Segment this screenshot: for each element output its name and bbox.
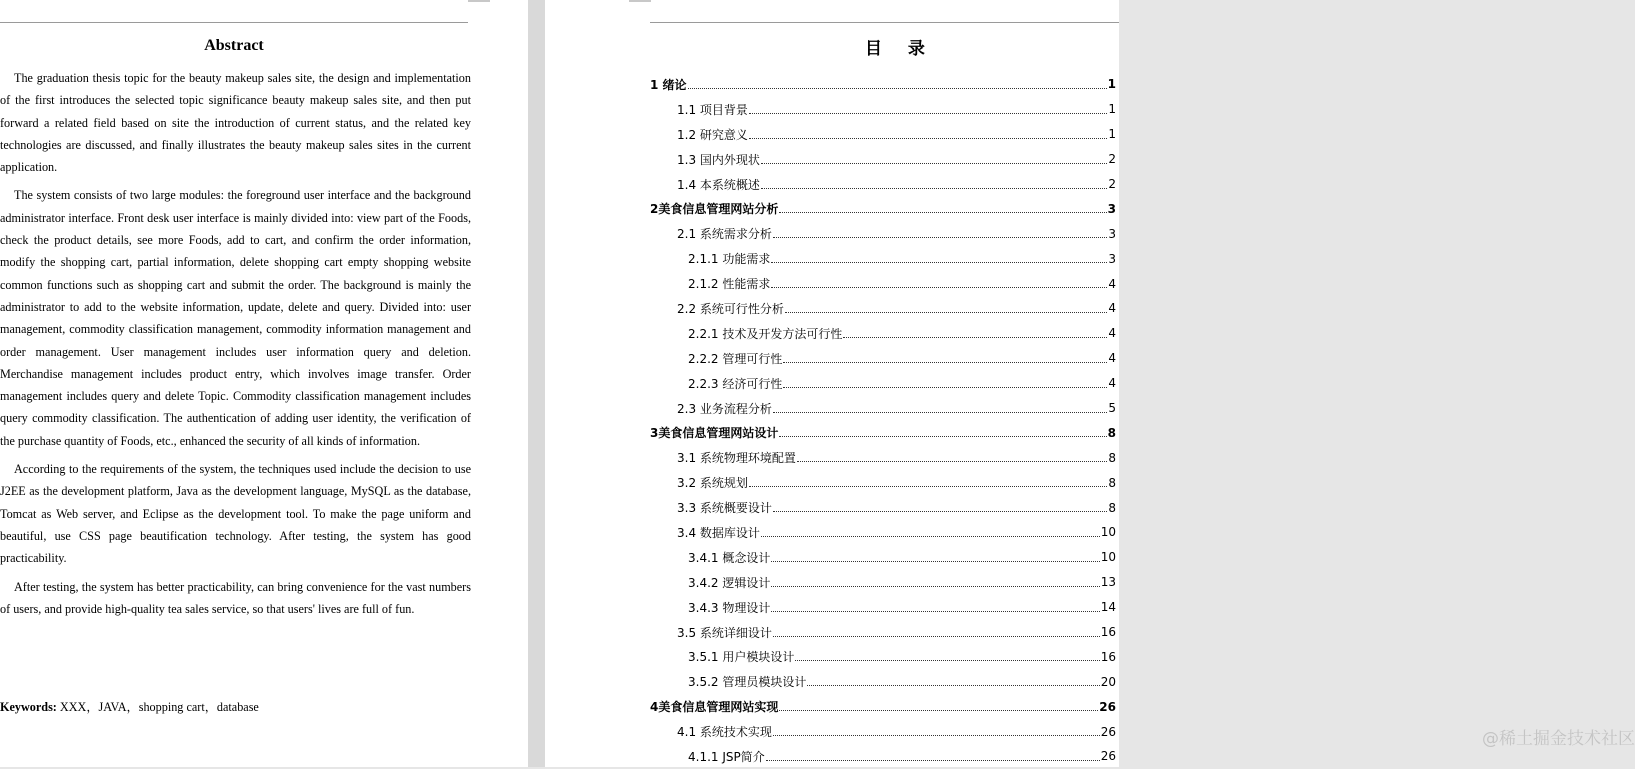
toc-entry-label: 2.2.2 管理可行性: [688, 351, 783, 366]
abstract-title: Abstract: [204, 37, 264, 54]
toc-entry[interactable]: [650, 396, 1116, 421]
toc-entry[interactable]: [650, 346, 1116, 371]
toc-entry-page: 16: [1100, 649, 1116, 664]
toc-entry[interactable]: [650, 147, 1116, 172]
toc-leader-dots: [807, 685, 1099, 686]
toc-entry-page: 4: [1108, 276, 1116, 291]
toc-entry-page: 10: [1100, 525, 1116, 540]
toc-leader-dots: [749, 138, 1107, 139]
toc-leader-dots: [771, 611, 1099, 612]
toc-entry-label: 4.1.1 JSP简介: [688, 749, 765, 764]
toc-leader-dots: [761, 163, 1107, 164]
toc-entry-label: 3.4.3 物理设计: [688, 600, 771, 615]
toc-entry-label: 3.4.1 概念设计: [688, 550, 771, 565]
toc-entry-label: 3.5 系统详细设计: [677, 625, 772, 640]
keywords-text: XXX，JAVA，shopping cart，database: [56, 700, 259, 714]
toc-entry[interactable]: [650, 196, 1116, 221]
toc-entry-page: 26: [1100, 749, 1116, 764]
toc-entry-page: 8: [1108, 500, 1116, 515]
page-gap: [528, 0, 545, 767]
toc-entry[interactable]: [650, 620, 1116, 645]
toc-leader-dots: [771, 262, 1107, 263]
toc-entry[interactable]: [650, 669, 1116, 694]
abstract-paragraph: The graduation thesis topic for the beauty makeup sales site, the design and implementation of the first introduces the selected topic significance beauty makeup sales site, and then put forward a related field based on site the introduction of current status, and the related key technologies are discussed, and finally illustrates the beauty makeup sales sites in the current application.: [0, 71, 471, 175]
toc-list: [650, 72, 1116, 769]
toc-leader-dots: [771, 287, 1107, 288]
abstract-paragraph: The system consists of two large modules: the foreground user interface and the background administrator interface. Front desk user interface is mainly divided into: view part of the Foods, check the product details, see more Foods, add to cart, and confirm the order information, modify the shopping cart, partial information, delete shopping cart empty shopping website common functions such as shopping cart and submit the order. The background is mainly the administrator to add to the website information, update, delete and query. Divided into: user management, commodity classification management, commodity information management and order management. User management includes user information query and deletion. Merchandise management includes product entry, which involves image transfer. Order management includes query and delete Topic. Commodity classification management includes query commodity classification. The authentication of adding user identity, the verification of the purchase quantity of Foods, etc., enhanced the security of all kinds of information.: [0, 188, 471, 448]
toc-entry[interactable]: [650, 420, 1116, 445]
toc-entry-label: 1.3 国内外现状: [677, 152, 760, 167]
toc-leader-dots: [779, 436, 1106, 437]
abstract-paragraph: After testing, the system has better practicability, can bring convenience for the vast numbers of users, and provide high-quality tea sales service, so that users' lives are full of fun.: [0, 579, 471, 616]
toc-entry[interactable]: [650, 570, 1116, 595]
toc-entry-label: 4美食信息管理网站实现: [650, 700, 779, 715]
keywords-line: [0, 697, 471, 717]
toc-leader-dots: [688, 88, 1107, 89]
toc-leader-dots: [771, 561, 1099, 562]
toc-entry-page: 1: [1107, 77, 1116, 92]
watermark: @稀土掘金技术社区: [1482, 729, 1635, 749]
toc-leader-dots: [771, 586, 1099, 587]
toc-entry-page: 13: [1100, 575, 1116, 590]
toc-leader-dots: [766, 760, 1100, 761]
toc-entry-label: 4.1 系统技术实现: [677, 725, 772, 740]
toc-leader-dots: [779, 710, 1098, 711]
toc-entry[interactable]: [650, 520, 1116, 545]
toc-entry[interactable]: [650, 470, 1116, 495]
toc-entry-label: 1.1 项目背景: [677, 102, 748, 117]
toc-entry-page: 26: [1100, 724, 1116, 739]
toc-entry-label: 2.1.1 功能需求: [688, 252, 771, 267]
page-corner-mark: [629, 0, 651, 2]
toc-entry[interactable]: [650, 445, 1116, 470]
toc-entry-page: 8: [1108, 450, 1116, 465]
toc-entry[interactable]: [650, 595, 1116, 620]
toc-leader-dots: [773, 237, 1107, 238]
toc-entry-label: 3.5.2 管理员模块设计: [688, 675, 807, 690]
toc-entry-page: 4: [1108, 301, 1116, 316]
toc-entry-label: 3.2 系统规划: [677, 476, 748, 491]
toc-leader-dots: [783, 387, 1107, 388]
toc-entry[interactable]: [650, 495, 1116, 520]
toc-leader-dots: [795, 660, 1099, 661]
keywords-label: Keywords:: [0, 700, 57, 714]
toc-entry-label: 2.3 业务流程分析: [677, 401, 772, 416]
toc-leader-dots: [773, 511, 1107, 512]
toc-leader-dots: [797, 461, 1107, 462]
toc-entry-page: 3: [1108, 226, 1116, 241]
toc-entry-page: 3: [1107, 201, 1116, 216]
toc-entry[interactable]: [650, 545, 1116, 570]
toc-entry-label: 1.4 本系统概述: [677, 177, 760, 192]
toc-entry[interactable]: [650, 296, 1116, 321]
toc-entry-label: 2.1 系统需求分析: [677, 227, 772, 242]
toc-entry-page: 4: [1108, 376, 1116, 391]
toc-entry[interactable]: [650, 221, 1116, 246]
toc-entry-page: 26: [1099, 699, 1116, 714]
toc-entry-page: 3: [1108, 251, 1116, 266]
toc-leader-dots: [761, 188, 1107, 189]
toc-entry[interactable]: [650, 744, 1116, 769]
toc-entry-page: 16: [1100, 625, 1116, 640]
abstract-paragraph: According to the requirements of the system, the techniques used include the decision to use J2EE as the development platform, Java as the development language, MySQL as the database, Tomcat as Web server, and Eclipse as the development tool. To make the page uniform and beautiful, use CSS page beautification technology. After testing, the system has good practicability.: [0, 462, 471, 566]
toc-entry[interactable]: [650, 371, 1116, 396]
toc-entry[interactable]: [650, 719, 1116, 744]
page-corner-mark: [468, 0, 490, 2]
toc-leader-dots: [761, 536, 1100, 537]
toc-entry-page: 1: [1108, 102, 1116, 117]
toc-entry-label: 2.2.3 经济可行性: [688, 376, 783, 391]
toc-entry[interactable]: [650, 122, 1116, 147]
toc-entry-label: 3.3 系统概要设计: [677, 501, 772, 516]
toc-entry-label: 3.4 数据库设计: [677, 525, 760, 540]
toc-entry-label: 1.2 研究意义: [677, 127, 748, 142]
toc-entry-label: 1 绪论: [650, 77, 687, 92]
toc-entry-label: 2.2 系统可行性分析: [677, 301, 784, 316]
toc-entry-label: 2.2.1 技术及开发方法可行性: [688, 326, 843, 341]
toc-page: [545, 0, 1635, 767]
toc-entry-label: 3.5.1 用户模块设计: [688, 650, 795, 665]
abstract-body: [0, 67, 471, 626]
toc-leader-dots: [773, 636, 1100, 637]
toc-entry-page: 8: [1107, 425, 1116, 440]
toc-entry-page: 8: [1108, 475, 1116, 490]
toc-leader-dots: [773, 735, 1100, 736]
toc-leader-dots: [783, 362, 1107, 363]
toc-entry[interactable]: [650, 172, 1116, 197]
toc-leader-dots: [785, 312, 1107, 313]
toc-entry-label: 3.4.2 逻辑设计: [688, 575, 771, 590]
toc-entry-page: 2: [1108, 177, 1116, 191]
toc-entry-label: 2.1.2 性能需求: [688, 277, 771, 292]
toc-entry-label: 3美食信息管理网站设计: [650, 426, 779, 441]
toc-entry[interactable]: [650, 644, 1116, 669]
toc-entry-label: 3.1 系统物理环境配置: [677, 451, 796, 466]
toc-leader-dots: [749, 486, 1107, 487]
header-rule: [650, 22, 1119, 23]
toc-entry[interactable]: [650, 321, 1116, 346]
toc-leader-dots: [843, 337, 1107, 338]
header-rule: [0, 22, 468, 23]
toc-leader-dots: [773, 412, 1107, 413]
toc-entry[interactable]: [650, 694, 1116, 719]
toc-leader-dots: [749, 113, 1107, 114]
toc-entry[interactable]: [650, 72, 1116, 97]
toc-leader-dots: [779, 212, 1106, 213]
toc-entry[interactable]: [650, 246, 1116, 271]
toc-entry-page: 2: [1108, 152, 1116, 167]
toc-entry-page: 1: [1108, 127, 1116, 142]
toc-entry-page: 4: [1108, 326, 1116, 341]
toc-entry-label: 2美食信息管理网站分析: [650, 202, 779, 217]
toc-entry[interactable]: [650, 97, 1116, 122]
toc-entry-page: 14: [1100, 600, 1116, 615]
toc-entry-page: 20: [1100, 674, 1116, 689]
toc-entry-page: 10: [1100, 550, 1116, 565]
toc-title: 目 录: [865, 39, 935, 59]
toc-entry[interactable]: [650, 271, 1116, 296]
toc-entry-page: 4: [1108, 351, 1116, 366]
toc-entry-page: 5: [1108, 401, 1116, 416]
abstract-page: [0, 0, 528, 767]
